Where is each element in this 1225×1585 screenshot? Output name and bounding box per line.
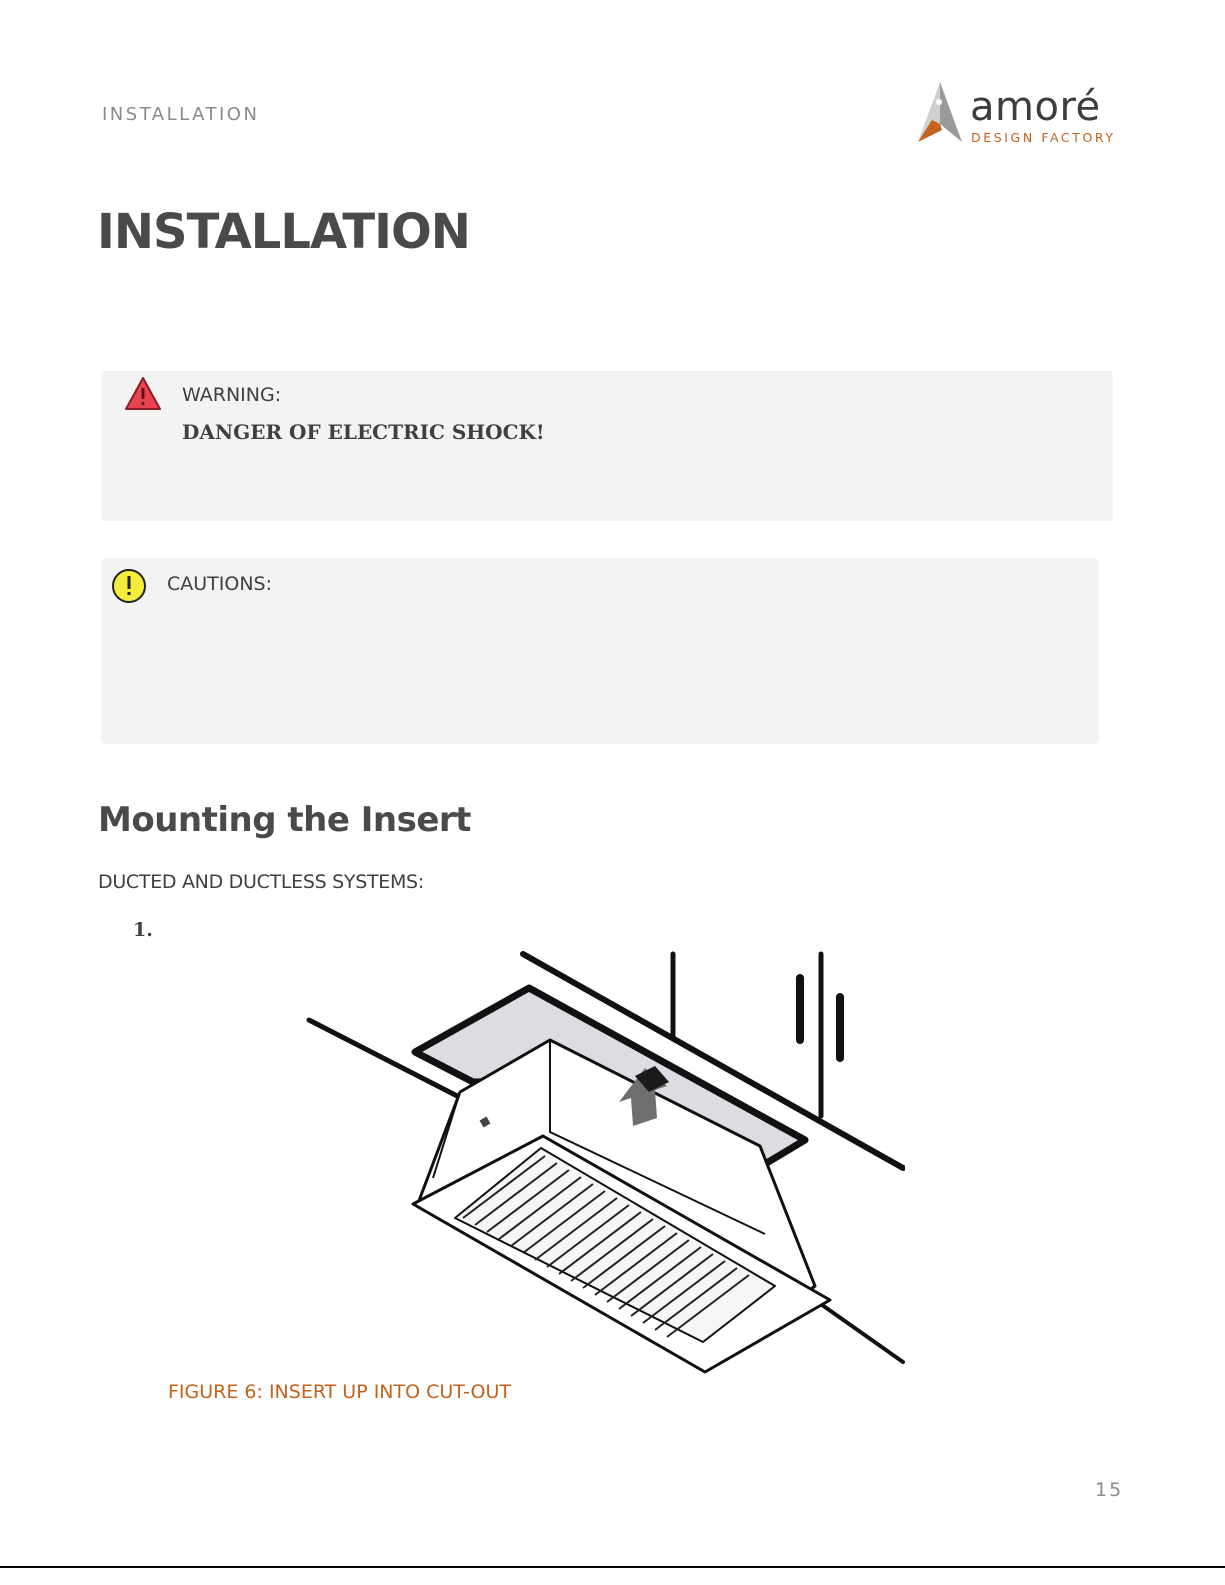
warning-triangle-icon [124, 376, 162, 412]
warning-text: DANGER OF ELECTRIC SHOCK! [182, 420, 545, 444]
footer-rule [0, 1566, 1225, 1568]
logo-subtitle: DESIGN FACTORY [971, 130, 1116, 145]
section-title: Mounting the Insert [98, 800, 471, 840]
exclamation-circle-icon [111, 568, 147, 604]
insert-installation-figure [305, 950, 905, 1380]
warning-label: WARNING: [182, 384, 282, 406]
running-header: INSTALLATION [102, 104, 260, 125]
logo-word: amoré [970, 84, 1101, 130]
step-number: 1. [133, 919, 153, 941]
page-title: INSTALLATION [97, 204, 470, 260]
figure-caption: FIGURE 6: INSERT UP INTO CUT-OUT [168, 1381, 511, 1403]
cautions-label: CAUTIONS: [167, 573, 273, 595]
logo-mark-icon [912, 80, 972, 150]
page-number: 15 [1095, 1479, 1124, 1501]
subsection-heading: DUCTED AND DUCTLESS SYSTEMS: [98, 871, 424, 893]
